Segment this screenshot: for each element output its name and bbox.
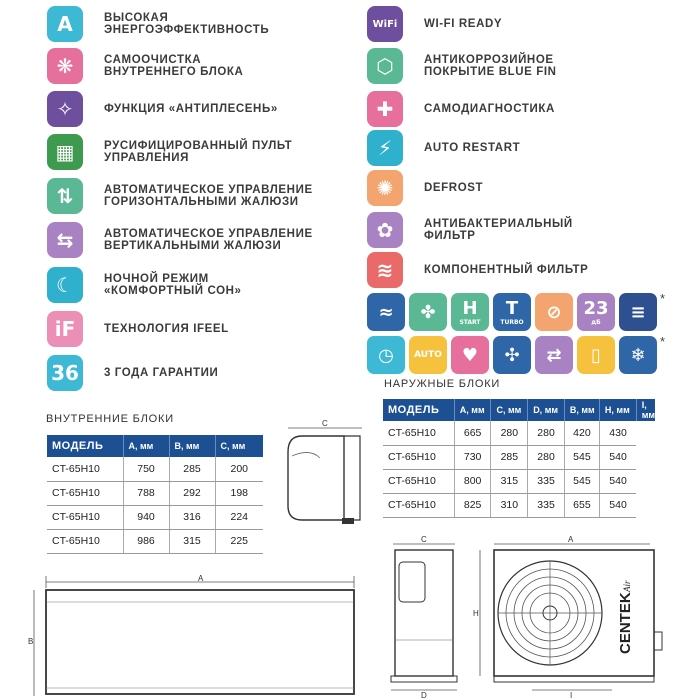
feature-item xyxy=(367,6,502,42)
mode-icon-glyph: ♥ xyxy=(461,344,479,366)
feature-item xyxy=(367,212,573,248)
noise-23db-icon xyxy=(577,293,615,331)
column-header: I, мм xyxy=(636,399,655,421)
feature-label: НОЧНОЙ РЕЖИМ «КОМФОРТНЫЙ СОН» xyxy=(104,273,242,297)
dimension-cell: 315 xyxy=(491,469,528,493)
table-row xyxy=(47,505,263,529)
dimension-cell: 940 xyxy=(123,505,169,529)
feature-item xyxy=(47,91,278,127)
column-header: С, мм xyxy=(491,399,528,421)
dimension-cell: 750 xyxy=(123,457,169,481)
mode-icon-glyph: T xyxy=(505,298,519,319)
mode-icon-glyph: ✣ xyxy=(504,344,520,366)
dimension-cell: 198 xyxy=(215,481,263,505)
mode-icon-glyph: ⇄ xyxy=(546,344,562,366)
column-header: А, мм xyxy=(123,435,169,457)
feature-label: ТЕХНОЛОГИЯ IFEEL xyxy=(104,323,229,335)
dimension-cell: 545 xyxy=(564,469,599,493)
dimension-cell: 315 xyxy=(169,529,215,553)
outdoor-title: НАРУЖНЫЕ БЛОКИ xyxy=(384,378,501,390)
dimension-cell: 225 xyxy=(215,529,263,553)
no-fan-icon xyxy=(535,293,573,331)
dimension-cell: 285 xyxy=(491,445,528,469)
column-header: МОДЕЛЬ xyxy=(383,399,454,421)
ifeel-icon: iF xyxy=(47,311,83,347)
feature-item xyxy=(47,134,292,170)
mode-icon-glyph: ✤ xyxy=(420,301,436,323)
model-cell: CT-65H10 xyxy=(47,457,123,481)
wash-icon xyxy=(367,293,405,331)
dimension-cell: 200 xyxy=(215,457,263,481)
feature-item xyxy=(47,178,313,214)
feature-label: ВЫСОКАЯ ЭНЕРГОЭФФЕКТИВНОСТЬ xyxy=(104,12,270,36)
mode-icon-glyph: H xyxy=(462,298,478,319)
turbo-icon xyxy=(493,293,531,331)
mode-icon-subtext: START xyxy=(459,319,481,326)
indoor-front-view-drawing xyxy=(28,572,368,700)
outdoor-depth-bottom-label: D xyxy=(421,691,427,700)
model-cell: CT-65H10 xyxy=(383,469,454,493)
column-header: МОДЕЛЬ xyxy=(47,435,123,457)
table-row xyxy=(383,469,655,493)
dimension-cell: 280 xyxy=(528,421,565,445)
feature-item xyxy=(47,48,243,84)
outdoor-width-label: A xyxy=(568,536,574,544)
outdoor-height-label: H xyxy=(473,609,479,618)
wifi-icon: WiFi xyxy=(367,6,403,42)
mode-icon-subtext: дБ xyxy=(591,319,601,326)
dimension-cell: 665 xyxy=(454,421,491,445)
dimension-cell: 335 xyxy=(528,469,565,493)
feature-label: РУСИФИЦИРОВАННЫЙ ПУЛЬТ УПРАВЛЕНИЯ xyxy=(104,140,293,164)
dimension-cell: 280 xyxy=(528,445,565,469)
dimension-cell: 430 xyxy=(599,421,636,445)
dimension-cell: 986 xyxy=(123,529,169,553)
horizontal-louver-icon: ⇅ xyxy=(47,178,83,214)
feature-label: ФУНКЦИЯ «АНТИПЛЕСЕНЬ» xyxy=(104,103,278,115)
footnote-star: * xyxy=(660,334,666,349)
mode-icon-glyph: ≡ xyxy=(630,301,646,323)
feature-label: DEFROST xyxy=(424,182,484,194)
model-cell: CT-65H10 xyxy=(383,445,454,469)
indoor-specs-table xyxy=(47,435,263,554)
brand-logo: CENTEK xyxy=(617,592,634,654)
letter-a-icon: A xyxy=(47,6,83,42)
layers-icon xyxy=(619,293,657,331)
column-header: Н, мм xyxy=(599,399,636,421)
mode-icon-glyph: 23 xyxy=(583,298,609,319)
dimension-cell: 540 xyxy=(599,445,636,469)
vertical-louver-icon: ⇆ xyxy=(47,222,83,258)
indoor-title: ВНУТРЕННИЕ БЛОКИ xyxy=(46,413,174,425)
warranty-icon: 36 xyxy=(47,355,83,391)
self-diagnosis-icon: ✚ xyxy=(367,91,403,127)
feature-item xyxy=(367,130,520,166)
feature-label: 3 ГОДА ГАРАНТИИ xyxy=(104,367,219,379)
timer-icon xyxy=(367,336,405,374)
feature-item xyxy=(367,48,557,84)
outdoor-front-view-drawing xyxy=(472,536,672,700)
mode-icon-glyph: ≈ xyxy=(378,301,394,323)
indoor-side-view-drawing xyxy=(280,418,370,530)
feature-item xyxy=(47,6,269,42)
dimension-cell: 655 xyxy=(564,493,599,517)
indoor-width-label: A xyxy=(198,574,204,583)
feature-label: АВТОМАТИЧЕСКОЕ УПРАВЛЕНИЕ ГОРИЗОНТАЛЬНЫМИ ЖАЛЮЗИ xyxy=(104,184,313,208)
anti-mold-icon: ✧ xyxy=(47,91,83,127)
feature-label: AUTO RESTART xyxy=(424,142,521,154)
feature-item xyxy=(47,355,218,391)
dimension-cell: 420 xyxy=(564,421,599,445)
dimension-cell: 540 xyxy=(599,493,636,517)
mode-icon-subtext: TURBO xyxy=(500,319,524,326)
table-row xyxy=(47,529,263,553)
feature-label: АНТИБАКТЕРИАЛЬНЫЙ ФИЛЬТР xyxy=(424,218,573,242)
auto-restart-icon: ⚡ xyxy=(367,130,403,166)
model-cell: CT-65H10 xyxy=(47,481,123,505)
mode-icon-glyph: ▯ xyxy=(591,344,601,366)
feature-item xyxy=(47,267,242,303)
feature-label: WI-FI READY xyxy=(424,18,503,30)
dimension-cell: 316 xyxy=(169,505,215,529)
feature-item xyxy=(367,91,555,127)
brand-logo-suffix: Air xyxy=(622,580,632,592)
outdoor-depth-top-label: C xyxy=(421,536,427,544)
feature-label: АВТОМАТИЧЕСКОЕ УПРАВЛЕНИЕ ВЕРТИКАЛЬНЫМИ ЖАЛЮЗИ xyxy=(104,228,313,252)
dimension-cell: 224 xyxy=(215,505,263,529)
feature-item xyxy=(367,252,588,288)
dimension-cell: 292 xyxy=(169,481,215,505)
column-header: D, мм xyxy=(528,399,565,421)
outdoor-side-view-drawing xyxy=(383,536,473,700)
humidity-icon xyxy=(451,336,489,374)
dimension-cell: 825 xyxy=(454,493,491,517)
outdoor-bottom-label: I xyxy=(570,691,573,700)
outdoor-specs-table xyxy=(383,399,655,518)
feature-item xyxy=(367,170,483,206)
auto-mode-icon xyxy=(409,336,447,374)
night-mode-icon: ☾ xyxy=(47,267,83,303)
table-row xyxy=(383,493,655,517)
column-header: А, мм xyxy=(454,399,491,421)
model-cell: CT-65H10 xyxy=(47,529,123,553)
feature-item xyxy=(47,222,313,258)
snowflake-icon xyxy=(619,336,657,374)
table-row xyxy=(47,481,263,505)
column-header: В, мм xyxy=(169,435,215,457)
defrost-icon: ✺ xyxy=(367,170,403,206)
swap-arrows-icon xyxy=(535,336,573,374)
feature-label: КОМПОНЕНТНЫЙ ФИЛЬТР xyxy=(424,264,589,276)
mode-icon-glyph: AUTO xyxy=(414,350,442,360)
dimension-cell: 730 xyxy=(454,445,491,469)
feature-label: САМОДИАГНОСТИКА xyxy=(424,103,555,115)
indoor-depth-label: C xyxy=(322,419,328,428)
dimension-cell: 540 xyxy=(599,469,636,493)
heat-start-icon xyxy=(451,293,489,331)
dimension-cell: 310 xyxy=(491,493,528,517)
blue-fin-icon: ⬡ xyxy=(367,48,403,84)
fan-icon xyxy=(409,293,447,331)
model-cell: CT-65H10 xyxy=(47,505,123,529)
indoor-height-label: B xyxy=(28,637,34,646)
mode-icon-glyph: ⊘ xyxy=(546,301,562,323)
dimension-cell: 800 xyxy=(454,469,491,493)
table-row xyxy=(47,457,263,481)
dimension-cell: 545 xyxy=(564,445,599,469)
dimension-cell: 285 xyxy=(169,457,215,481)
feature-item xyxy=(47,311,229,347)
feature-label: АНТИКОРРОЗИЙНОЕ ПОКРЫТИЕ BLUE FIN xyxy=(424,54,557,78)
component-filter-icon: ≋ xyxy=(367,252,403,288)
column-header: В, мм xyxy=(564,399,599,421)
dimension-cell: 788 xyxy=(123,481,169,505)
model-cell: CT-65H10 xyxy=(383,421,454,445)
remote-control-icon: ▦ xyxy=(47,134,83,170)
dimension-cell: 335 xyxy=(528,493,565,517)
table-row xyxy=(383,421,655,445)
mode-icon-glyph: ❄ xyxy=(630,344,646,366)
antibacterial-filter-icon: ✿ xyxy=(367,212,403,248)
footnote-star: * xyxy=(660,291,666,306)
column-header: С, мм xyxy=(215,435,263,457)
mode-icon-glyph: ◷ xyxy=(378,344,394,366)
table-row xyxy=(383,445,655,469)
self-clean-icon: ❋ xyxy=(47,48,83,84)
dimension-cell: 280 xyxy=(491,421,528,445)
airflow-icon xyxy=(493,336,531,374)
door-icon xyxy=(577,336,615,374)
feature-label: САМООЧИСТКА ВНУТРЕННЕГО БЛОКА xyxy=(104,54,244,78)
model-cell: CT-65H10 xyxy=(383,493,454,517)
